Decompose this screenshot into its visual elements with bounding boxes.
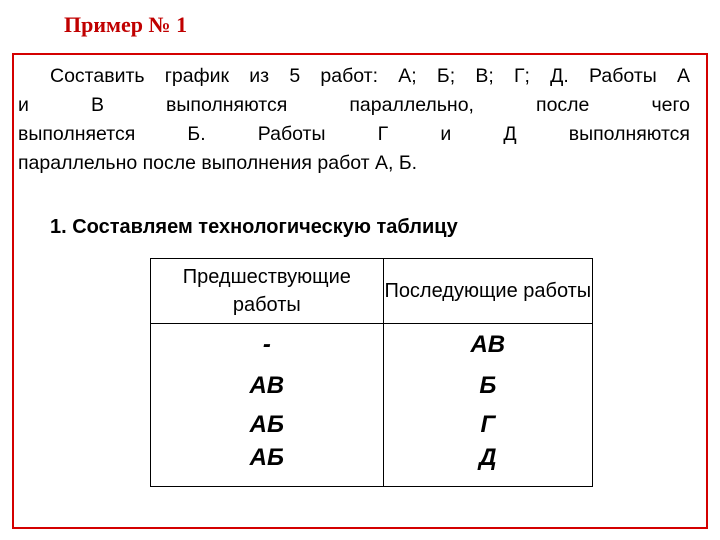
table-header-row xyxy=(151,259,593,324)
table-cell-successor: Б xyxy=(383,366,592,405)
task-line: выполняется Б. Работы Г и Д выполняются xyxy=(18,123,690,145)
step-heading: 1. Составляем технологическую таблицу xyxy=(50,216,458,238)
table-cell-successor: АВ xyxy=(383,324,592,367)
table-row xyxy=(151,444,593,487)
task-statement xyxy=(18,62,690,178)
table-cell-successor: Д xyxy=(383,444,592,487)
table-cell-predecessor: - xyxy=(151,324,384,367)
task-line: и В выполняются параллельно, после чего xyxy=(18,94,690,116)
table-row xyxy=(151,405,593,444)
column-header-successors: Последующие работы xyxy=(383,259,592,324)
task-line: параллельно после выполнения работ А, Б. xyxy=(18,152,418,174)
slide-title: Пример № 1 xyxy=(64,12,188,37)
table-cell-predecessor: АВ xyxy=(151,366,384,405)
table-cell-successor: Г xyxy=(383,405,592,444)
task-line: Составить график из 5 работ: А; Б; В; Г; Д. Работы А xyxy=(50,65,690,87)
technology-table xyxy=(150,258,593,487)
table-row xyxy=(151,366,593,405)
table-cell-predecessor: АБ xyxy=(151,405,384,444)
table-cell-predecessor: АБ xyxy=(151,444,384,487)
table-row xyxy=(151,324,593,367)
column-header-predecessors: Предшествующие работы xyxy=(151,259,384,324)
